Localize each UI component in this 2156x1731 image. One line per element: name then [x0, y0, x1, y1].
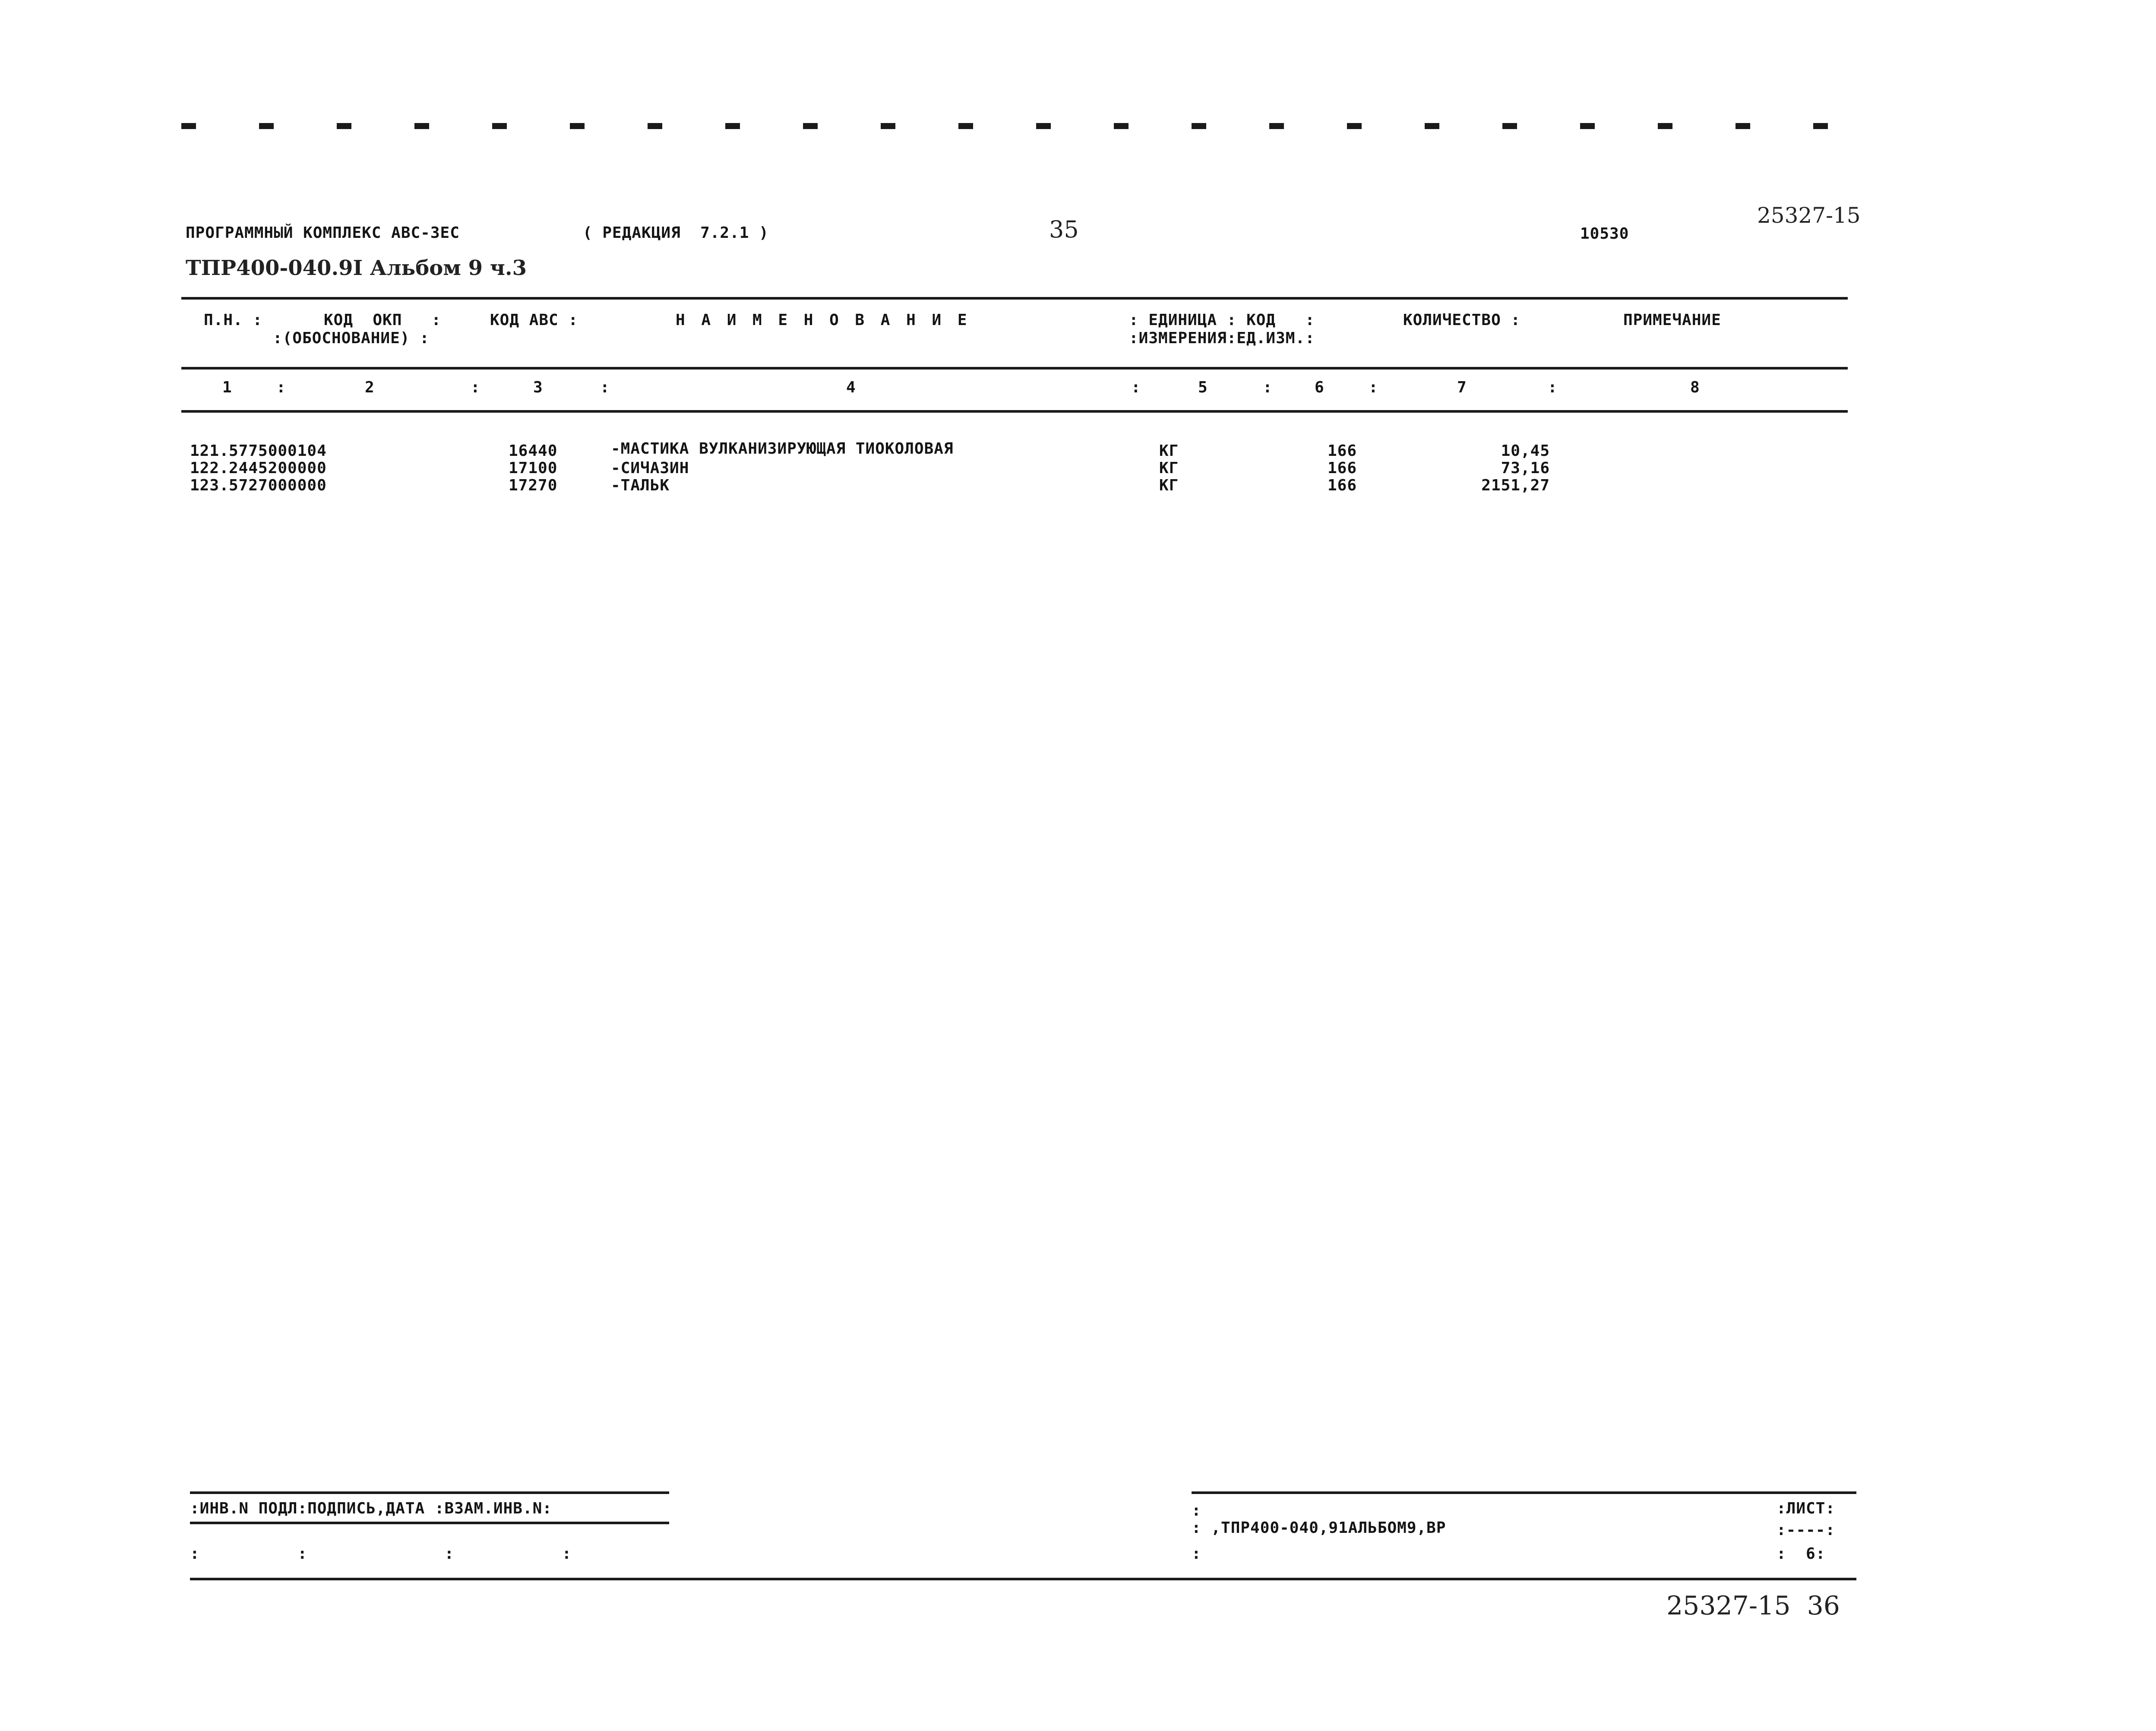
- dash-mark: [1269, 123, 1284, 129]
- row-dot: .: [219, 477, 229, 494]
- table-numbers-rule: [181, 410, 1848, 413]
- dash-mark: [1425, 123, 1439, 129]
- stamp-doc-code: : ,ТПР400-040,91АЛЬБОМ9,ВР: [1192, 1519, 1446, 1537]
- col-qty-header: КОЛИЧЕСТВО :: [1403, 311, 1521, 329]
- row-unit-code: 166: [1328, 459, 1357, 477]
- dash-mark: [570, 123, 585, 129]
- stamp-left-top-rule: [190, 1491, 669, 1494]
- dash-mark: [1580, 123, 1595, 129]
- page-number-handwritten: 35: [1049, 216, 1079, 243]
- dash-mark: [725, 123, 740, 129]
- row-abc: 17100: [509, 459, 558, 477]
- row-okp: 5775000104: [229, 442, 327, 460]
- stamp-right-colon: :: [1192, 1502, 1201, 1519]
- numbers-row-separators: :: [276, 379, 286, 396]
- dash-mark: [1114, 123, 1129, 129]
- dash-mark: [181, 123, 196, 129]
- numbers-row-separators: :: [1369, 379, 1378, 396]
- dash-mark: [1736, 123, 1750, 129]
- row-unit: КГ: [1159, 477, 1179, 494]
- row-unit-code: 166: [1328, 442, 1357, 460]
- col-unit-header: : ЕДИНИЦА : КОД :: [1129, 311, 1315, 329]
- dash-mark: [1813, 123, 1828, 129]
- numbers-row-separators: :: [1263, 379, 1273, 396]
- dash-mark: [803, 123, 818, 129]
- col-basis-header: :(ОБОСНОВАНИЕ) :: [273, 329, 430, 347]
- project-title: ТПР400-040.9I Альбом 9 ч.3: [186, 256, 527, 280]
- sheet-number: : 6:: [1777, 1545, 1826, 1563]
- row-okp: 5727000000: [229, 477, 327, 494]
- col-number-1: 1: [222, 379, 232, 396]
- row-qty: 73,16: [1501, 459, 1550, 477]
- table-top-rule: [181, 297, 1848, 300]
- col-unit-sub-header: :ИЗМЕРЕНИЯ:ЕД.ИЗМ.:: [1129, 329, 1315, 347]
- col-number-6: 6: [1315, 379, 1325, 396]
- row-dot: .: [219, 459, 229, 477]
- numbers-row-separators: :: [600, 379, 610, 396]
- dash-mark: [1658, 123, 1672, 129]
- row-pn: 121: [190, 442, 220, 460]
- col-number-4: 4: [846, 379, 856, 396]
- col-number-3: 3: [533, 379, 543, 396]
- row-abc: 16440: [509, 442, 558, 460]
- dash-mark: [1036, 123, 1051, 129]
- row-unit-code: 166: [1328, 477, 1357, 494]
- col-note-header: ПРИМЕЧАНИЕ: [1623, 311, 1721, 329]
- handwritten-note: 25327-15 36: [1666, 1591, 1840, 1621]
- stamp-left-header: :ИНВ.N ПОДЛ:ПОДПИСЬ,ДАТА :ВЗАМ.ИНВ.N:: [190, 1500, 552, 1517]
- dash-mark: [1192, 123, 1206, 129]
- numbers-row-separators: :: [1548, 379, 1558, 396]
- col-abc-header: КОД АВС :: [490, 311, 579, 329]
- numbers-row-separators: :: [471, 379, 481, 396]
- row-okp: 2445200000: [229, 459, 327, 477]
- row-dot: .: [219, 442, 229, 460]
- row-pn: 122: [190, 459, 220, 477]
- stamp-left-row: : : : :: [190, 1545, 572, 1563]
- col-okp-header: КОД ОКП :: [324, 311, 442, 329]
- stamp-right-top-rule: [1192, 1491, 1856, 1494]
- dash-mark: [492, 123, 507, 129]
- col-number-5: 5: [1198, 379, 1208, 396]
- sheet-label: :ЛИСТ:: [1777, 1500, 1836, 1517]
- col-number-2: 2: [365, 379, 375, 396]
- stamp-bottom-rule: [190, 1578, 1856, 1580]
- numbers-row-separators: :: [1131, 379, 1141, 396]
- stamp-left-mid-rule: [190, 1522, 669, 1524]
- row-abc: 17270: [509, 477, 558, 494]
- doc-number-handwritten: 25327-15: [1757, 203, 1861, 228]
- col-name-header: Н А И М Е Н О В А Н И Е: [676, 311, 971, 329]
- stamp-right-colon: :: [1192, 1545, 1201, 1563]
- dash-mark: [958, 123, 973, 129]
- row-pn: 123: [190, 477, 220, 494]
- dash-mark: [648, 123, 662, 129]
- top-dash-row: [0, 0, 2156, 173]
- row-unit: КГ: [1159, 442, 1179, 460]
- program-title: ПРОГРАММНЫЙ КОМПЛЕКС АВС-3ЕС: [186, 224, 460, 242]
- code-right: 10530: [1580, 225, 1629, 243]
- col-number-8: 8: [1690, 379, 1700, 396]
- table-header-rule: [181, 367, 1848, 370]
- dash-mark: [1347, 123, 1362, 129]
- row-qty: 2151,27: [1481, 477, 1550, 494]
- row-name: -ТАЛЬК: [611, 477, 670, 494]
- dash-mark: [1502, 123, 1517, 129]
- row-qty: 10,45: [1501, 442, 1550, 460]
- sheet-separator: :----:: [1777, 1521, 1836, 1539]
- dash-mark: [337, 123, 351, 129]
- col-pn-header: П.Н. :: [204, 311, 263, 329]
- row-unit: КГ: [1159, 459, 1179, 477]
- col-number-7: 7: [1457, 379, 1467, 396]
- dash-mark: [414, 123, 429, 129]
- edition-label: ( РЕДАКЦИЯ 7.2.1 ): [583, 224, 769, 242]
- dash-mark: [259, 123, 274, 129]
- dash-mark: [881, 123, 895, 129]
- row-name: -МАСТИКА ВУЛКАНИЗИРУЮЩАЯ ТИОКОЛОВАЯ: [611, 440, 954, 458]
- row-name: -СИЧАЗИН: [611, 459, 689, 477]
